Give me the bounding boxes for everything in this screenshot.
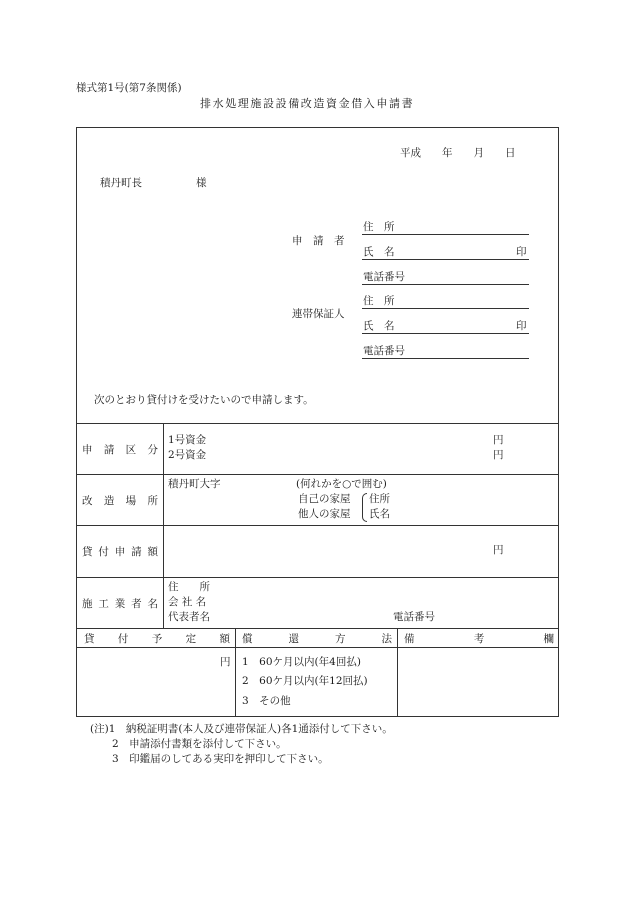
contractor-company: 会 社 名 [168,596,207,608]
loan-amount-unit: 円 [493,544,504,556]
label-char: 者 [131,598,142,610]
label-char: 請 [131,546,142,558]
label-char: 貸 [84,633,95,645]
schedule-remarks-header [404,631,554,646]
label-char: 定 [185,633,197,645]
label-char: 額 [219,633,230,645]
divider [76,577,559,578]
request-text: 次のとおり貸付けを受けたいので申請します。 [94,394,314,406]
schedule-amount-header [84,631,230,646]
label-char: 工 [98,598,109,610]
guarantor-phone-field[interactable] [362,358,529,359]
label-char: 業 [114,598,126,610]
label-char: 備 [404,633,415,645]
label-char: 所 [147,495,158,507]
label-char: 欄 [543,633,554,645]
contractor-label [82,596,158,611]
guarantor-name-label: 氏 名 [363,320,395,332]
repayment-option-1[interactable]: 1 60ケ月以内(年4回払) [242,656,361,668]
loan-amount-label [82,544,158,559]
label-char: 法 [381,633,392,645]
label-char: 区 [125,444,137,456]
schedule-amount-unit: 円 [220,656,231,668]
note-1: (注)1 納税証明書(本人及び連帯保証人)各1通添付して下さい。 [90,723,393,735]
divider [76,647,559,648]
column-divider [235,628,236,717]
label-char: 還 [288,633,299,645]
applicant-phone-field[interactable] [362,284,529,285]
category-item-2: 2号資金 [168,449,207,461]
location-other-house[interactable]: 他人の家屋 [298,508,351,520]
label-char: 付 [98,546,109,558]
contractor-representative: 代表者名 [168,611,210,623]
label-char: 申 [82,444,93,456]
applicant-phone-label: 電話番号 [363,271,405,283]
label-char: 請 [103,444,115,456]
date-field[interactable]: 平成 年 月 日 [400,147,516,159]
applicant-label: 申 請 者 [292,235,345,247]
owner-name-label: 氏名 [369,508,390,520]
category-label [82,442,158,457]
column-divider [397,628,398,717]
guarantor-phone-label: 電話番号 [363,345,405,357]
divider [76,525,559,526]
location-note: (何れかを○で囲む) [296,478,387,490]
label-char: 償 [242,633,253,645]
owner-address-label: 住所 [369,493,390,505]
guarantor-label: 連帯保証人 [292,308,345,320]
applicant-address-field[interactable] [362,234,529,235]
label-char: 考 [473,633,485,645]
label-char: 改 [82,495,93,507]
guarantor-address-label: 住 所 [363,295,395,307]
divider [76,474,559,475]
label-char: 予 [151,633,163,645]
applicant-seal: 印 [516,246,527,258]
label-char: 場 [125,495,137,507]
note-2: 2 申請添付書類を添付して下さい。 [112,738,287,750]
label-char: 分 [147,444,158,456]
location-town: 積丹町大字 [168,478,221,490]
guarantor-seal: 印 [516,320,527,332]
addressee: 積丹町長 [100,177,142,189]
label-char: 付 [117,633,129,645]
contractor-address: 住 所 [168,581,210,593]
location-own-house[interactable]: 自己の家屋 [298,493,351,505]
applicant-address-label: 住 所 [363,221,395,233]
note-3: 3 印鑑届のしてある実印を押印して下さい。 [112,753,329,765]
divider [76,423,559,424]
category-item-1: 1号資金 [168,434,207,446]
category-unit-2: 円 [493,449,504,461]
form-number: 様式第1号(第7条関係) [76,82,182,94]
applicant-name-field[interactable] [362,259,529,260]
label-char: 額 [147,546,158,558]
guarantor-name-field[interactable] [362,333,529,334]
label-char: 申 [114,546,126,558]
column-divider [163,423,164,628]
repayment-option-2[interactable]: 2 60ケ月以内(年12回払) [242,675,368,687]
bracket [362,493,367,522]
divider [76,628,559,629]
label-char: 造 [103,495,115,507]
location-label [82,493,158,508]
label-char: 貸 [82,546,93,558]
contractor-phone: 電話番号 [393,611,435,623]
form-title: 排水処理施設設備改造資金借入申請書 [200,97,415,110]
repayment-option-3[interactable]: 3 その他 [242,695,291,707]
addressee-honorific: 様 [196,177,207,189]
schedule-method-header [242,631,392,646]
label-char: 施 [82,598,93,610]
guarantor-address-field[interactable] [362,308,529,309]
applicant-name-label: 氏 名 [363,246,395,258]
label-char: 名 [147,598,158,610]
label-char: 方 [335,633,346,645]
category-unit-1: 円 [493,434,504,446]
